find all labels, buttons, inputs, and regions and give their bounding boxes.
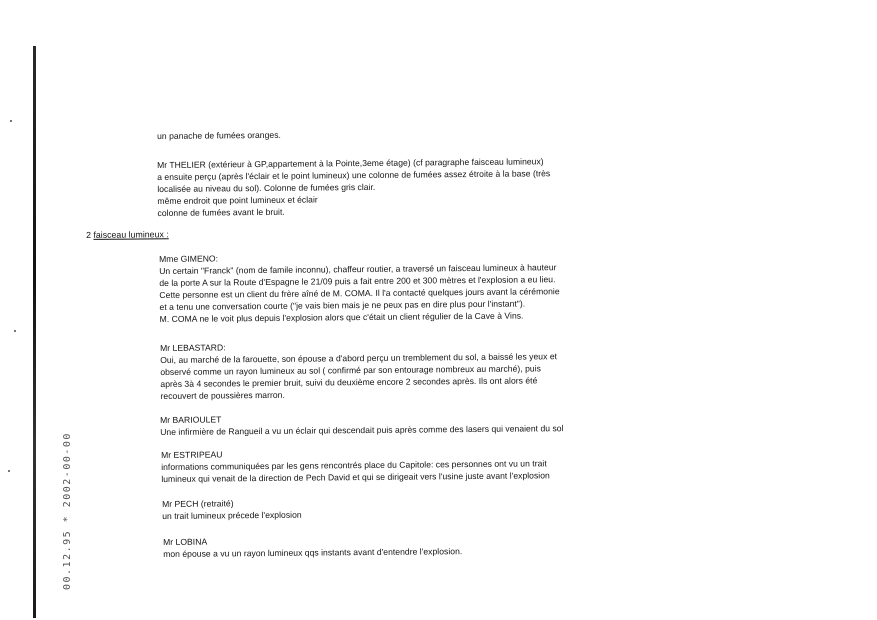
witness-estripeau: Mr ESTRIPEAU informations communiquées par les gens rencontrés place du Capitole: ces personnes ont vu un trait lumineux qui venait de la direction de Pech David et qui se dirigeait vers l'usine juste avant l'explosion [161,449,550,484]
section-heading [86,228,169,241]
witness-thelier: Mr THELIER (extérieur à GP,appartement à la Pointe,3eme étage) (cf paragraphe faisceau lumineux) a ensuite perçu (après l'éclair et le point lumineux) une colonne de fumées assez étroite à la base (très localisée au niveau du sol). Colonne de fumées gris clair. même endroit que point lumineux et éclair colonne de fumées avant le bruit. [157,156,551,218]
margin-stamp-number: 00.12.95 * 2002-00-00 [62,432,73,590]
witness-gimeno: Mme GIMENO: Un certain "Franck" (nom de famile inconnu), chaffeur routier, a traversé un faisceau lumineux à hauteur de la porte A sur la Route d'Espagne le 21/09 puis a fait entre 200 et 300 mètres et l'explosion a eu lieu. Cette personne est un client du frère aîné de M. COMA. Il l'a contacté quelques jours avant la cérémonie et a tenu une conversation courte ("je vais bien mais je ne peux pas en dire plus pour l'instant"). M. COMA ne le voit plus depuis l'explosion alors que c'était un client régulier de la Cave à Vins. [159,253,560,324]
section-title: faisceau lumineux : [93,229,169,240]
witness-lobina: Mr LOBINA mon épouse a vu un rayon lumineux qqs instants avant d'entendre l'explosion. [163,536,463,559]
scan-speck [14,330,16,332]
scan-speck [10,120,12,122]
witness-lebastard: Mr LEBASTARD: Oui, au marché de la farouette, son épouse a d'abord perçu un tremblement du sol, a baissé les yeux et observé comme un rayon lumineux au sol ( confirmé par son entourage nombreux au marché), puis après 3à 4 secondes le premier bruit, suivi du deuxième encore 2 secondes après. Ils ont alors été recouvert de poussières marron. [160,342,558,401]
section-number: 2 [86,229,92,240]
intro-line: un panache de fumées oranges. [157,129,281,141]
scan-speck [8,470,10,472]
binding-edge-shadow [33,46,36,618]
witness-pech: Mr PECH (retraité) un trait lumineux précede l'explosion [162,498,302,521]
witness-barioulet: Mr BARIOULET Une infirmière de Rangueil a vu un éclair qui descendait puis après comme des lasers qui venaient du sol [160,414,564,437]
